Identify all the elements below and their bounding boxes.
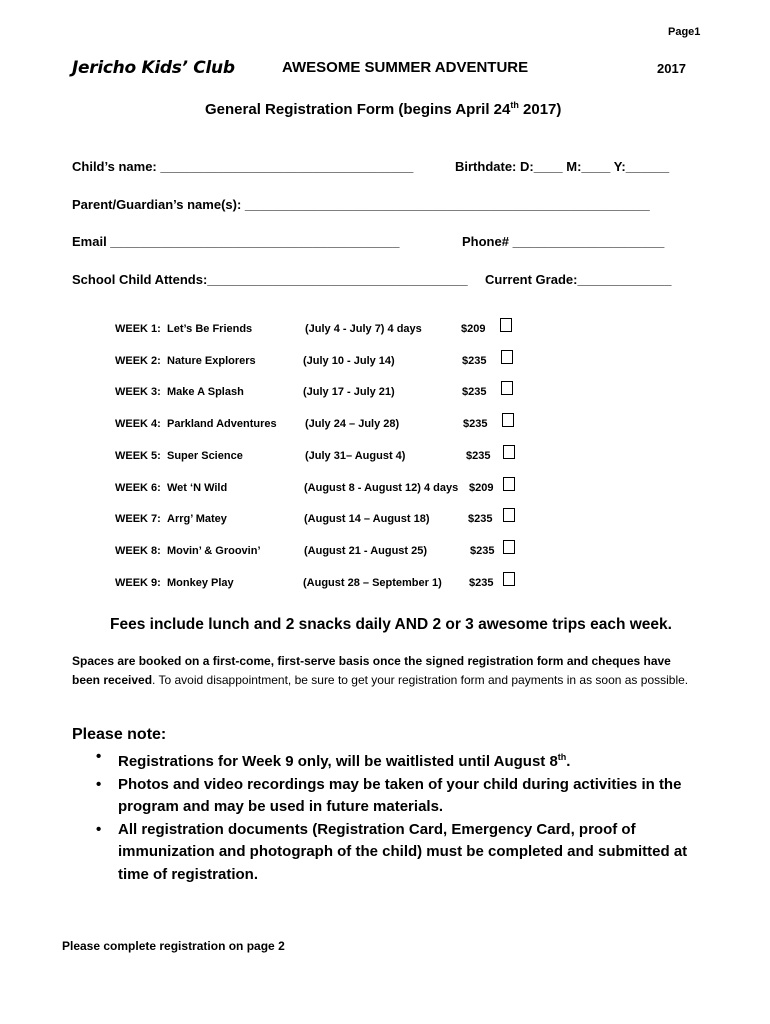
week-name: Parkland Adventures: [167, 418, 277, 430]
week-checkbox[interactable]: [503, 477, 515, 491]
list-item: [94, 774, 704, 819]
week-dates: (July 24 – July 28): [305, 418, 400, 430]
week-name: Make A Splash: [167, 386, 244, 398]
note-text: Registrations for Week 9 only, will be waitlisted until August 8: [118, 753, 558, 770]
week-dates: (August 21 - August 25): [304, 545, 428, 557]
week-price: $235: [462, 386, 487, 398]
week-checkbox[interactable]: [503, 540, 515, 554]
week-price: $235: [470, 545, 495, 557]
week-checkbox[interactable]: [500, 318, 512, 332]
week-checkbox[interactable]: [503, 572, 515, 586]
program-year: 2017: [657, 61, 686, 76]
bullet-icon: •: [96, 820, 102, 838]
bullet-icon: •: [96, 748, 102, 765]
note-sup: th: [557, 752, 567, 762]
note-text: All registration documents (Registration Card, Emergency Card, proof of immunization and photograph of the child) must be completed and submitted at time of registration.: [118, 820, 688, 883]
list-item: [94, 819, 704, 887]
week-name: Let’s Be Friends: [167, 323, 253, 335]
program-title: AWESOME SUMMER ADVENTURE: [282, 59, 529, 76]
week-checkbox[interactable]: [501, 381, 513, 395]
form-title-main: General Registration Form (begins April 24: [205, 101, 511, 118]
week-dates: (July 31– August 4): [305, 450, 406, 462]
footer-note: Please complete registration on page 2: [62, 939, 285, 953]
email-field[interactable]: Email ________________________________________: [72, 234, 400, 249]
list-item: [94, 746, 704, 774]
week-price: $235: [468, 513, 493, 525]
week-checkbox[interactable]: [501, 350, 513, 364]
week-price: $209: [469, 482, 494, 494]
week-name: Arrg’ Matey: [167, 513, 227, 525]
please-note-heading: Please note:: [72, 726, 167, 743]
bullet-icon: •: [96, 775, 102, 793]
week-label: WEEK 7:: [115, 513, 161, 525]
week-dates: (July 10 - July 14): [303, 355, 395, 367]
week-label: WEEK 8:: [115, 545, 161, 557]
week-dates: (August 28 – September 1): [303, 577, 442, 589]
booking-policy-rest: . To avoid disappointment, be sure to get your registration form and payments in as soon as possible.: [152, 673, 689, 687]
week-dates: (August 14 – August 18): [304, 513, 430, 525]
child-name-field[interactable]: Child’s name: ___________________________________: [72, 159, 414, 174]
page-number: Page1: [668, 26, 701, 38]
week-price: $209: [461, 323, 486, 335]
week-dates: (August 8 - August 12) 4 days: [304, 482, 459, 494]
birthdate-field[interactable]: Birthdate: D:____ M:____ Y:______: [455, 159, 670, 174]
form-title-sup: th: [510, 100, 519, 110]
week-name: Wet ‘N Wild: [167, 482, 228, 494]
week-name: Monkey Play: [167, 577, 234, 589]
week-checkbox[interactable]: [503, 508, 515, 522]
week-name: Nature Explorers: [167, 355, 256, 367]
week-name: Movin’ & Groovin’: [167, 545, 261, 557]
week-label: WEEK 3:: [115, 386, 161, 398]
week-price: $235: [462, 355, 487, 367]
grade-field[interactable]: Current Grade:_____________: [485, 272, 672, 287]
school-field[interactable]: School Child Attends:____________________________________: [72, 272, 468, 287]
week-label: WEEK 6:: [115, 482, 161, 494]
please-note-list: [94, 746, 704, 886]
fees-note: Fees include lunch and 2 snacks daily AND 2 or 3 awesome trips each week.: [110, 616, 672, 633]
week-price: $235: [463, 418, 488, 430]
week-label: WEEK 5:: [115, 450, 161, 462]
booking-policy-bold: Spaces are booked on a first-come, first-serve basis once the signed registration form and cheques have been received: [72, 654, 671, 687]
week-dates: (July 17 - July 21): [303, 386, 395, 398]
phone-field[interactable]: Phone# _____________________: [462, 234, 665, 249]
week-checkbox[interactable]: [502, 413, 514, 427]
week-price: $235: [469, 577, 494, 589]
note-end: .: [566, 753, 571, 770]
week-label: WEEK 4:: [115, 418, 161, 430]
form-title-end: 2017): [518, 101, 562, 118]
week-label: WEEK 2:: [115, 355, 161, 367]
week-label: WEEK 9:: [115, 577, 161, 589]
note-text: Photos and video recordings may be taken of your child during activities in the program and may be used in future materials.: [118, 775, 682, 815]
club-name: Jericho Kids’ Club: [72, 58, 235, 78]
week-label: WEEK 1:: [115, 323, 161, 335]
week-checkbox[interactable]: [503, 445, 515, 459]
week-name: Super Science: [167, 450, 243, 462]
booking-policy: [72, 652, 702, 690]
week-dates: (July 4 - July 7) 4 days: [305, 323, 422, 335]
form-title: [205, 100, 561, 118]
week-price: $235: [466, 450, 491, 462]
parent-name-field[interactable]: Parent/Guardian’s name(s): ________________________________________________________: [72, 197, 650, 212]
